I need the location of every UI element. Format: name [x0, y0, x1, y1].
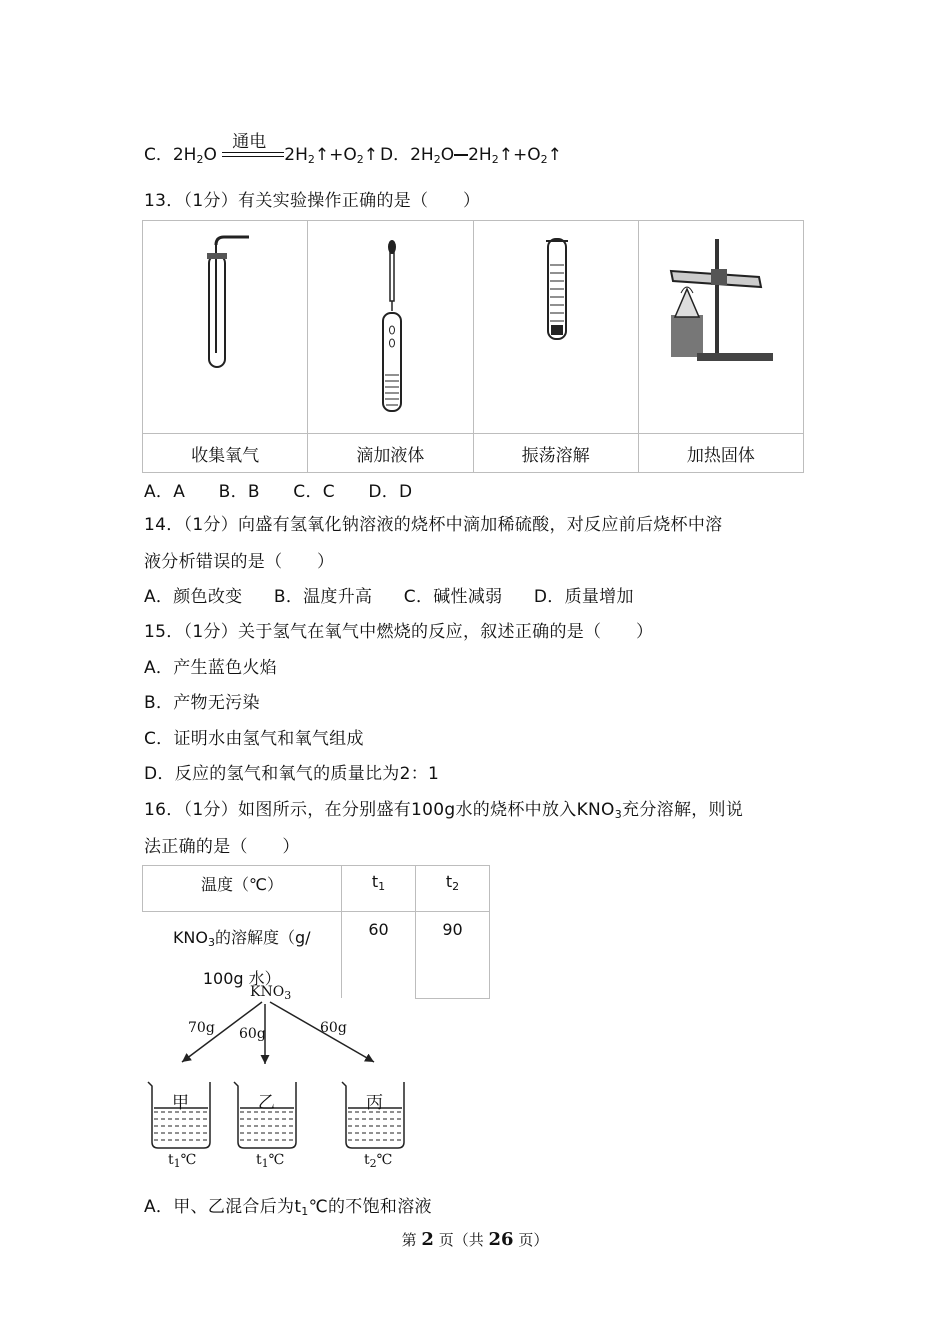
figure-mass-2: 60g	[239, 1026, 266, 1042]
shaking-test-tube-image	[473, 221, 638, 434]
q13-option-b[interactable]: B．B	[218, 482, 260, 502]
q15-option-d[interactable]: D．反应的氢气和氧气的质量比为2：1	[144, 764, 440, 784]
dropper-adding-liquid-image	[308, 221, 473, 434]
kno3-beaker-figure	[142, 982, 432, 1178]
beaker-label-jia: 甲	[172, 1093, 189, 1113]
page-number: 2	[421, 1229, 434, 1250]
apparatus-label-add-liquid: 滴加液体	[308, 434, 473, 473]
row-solubility-label: $KNO_3$的溶解度（g/ 100g 水）	[143, 912, 342, 999]
header-t2: $t_2$	[416, 866, 490, 912]
q13-option-d[interactable]: D．D	[368, 482, 413, 502]
figure-mass-1: 70g	[188, 1020, 215, 1036]
beaker-temp-3: $t_2℃$	[364, 1152, 393, 1170]
q13-stem: 13．（1分）有关实验操作正确的是（ ）	[144, 191, 481, 211]
beaker-temp-1: $t_1℃$	[168, 1152, 197, 1170]
q14-option-c[interactable]: C．碱性减弱	[403, 587, 503, 607]
electrolysis-condition: 通电	[232, 132, 267, 152]
apparatus-label-collect-oxygen: 收集氧气	[143, 434, 308, 473]
q13-option-a[interactable]: A．A	[144, 482, 186, 502]
beaker-temp-2: $t_1℃$	[256, 1152, 285, 1170]
figure-source-kno3: $KNO_3$	[250, 984, 292, 1002]
q13-options	[144, 477, 412, 502]
solubility-t2-value: 90	[416, 912, 490, 999]
beaker-label-yi: 乙	[258, 1093, 275, 1113]
q16-stem-line2: 法正确的是（ ）	[144, 837, 300, 857]
q14-options	[144, 582, 634, 607]
q15-option-c[interactable]: C．证明水由氢气和氧气组成	[144, 729, 364, 749]
beaker-label-bing: 丙	[366, 1093, 383, 1113]
figure-mass-3: 60g	[320, 1020, 347, 1036]
solubility-t1-value: 60	[342, 912, 416, 999]
header-t1: $t_1$	[342, 866, 416, 912]
q16-stem-line1: 16．（1分）如图所示，在分别盛有100g水的烧杯中放入$KNO_3$充分溶解，则说	[144, 800, 744, 821]
gas-collection-tube-image	[143, 221, 308, 434]
q12-option-d: D．$2H_2O$ $2H_2↑+O_2↑$	[380, 145, 562, 166]
total-pages: 26	[488, 1229, 514, 1250]
q16-option-a[interactable]: A．甲、乙混合后为$t_1℃$的不饱和溶液	[144, 1197, 432, 1218]
q15-option-a[interactable]: A．产生蓝色火焰	[144, 658, 278, 678]
solubility-table	[142, 865, 490, 999]
q14-stem-line2: 液分析错误的是（ ）	[144, 552, 335, 572]
q14-option-a[interactable]: A．颜色改变	[144, 587, 243, 607]
apparatus-label-shake-dissolve: 振荡溶解	[473, 434, 638, 473]
q12-option-c: C．$2H_2O$ 通电 $2H_2↑+O_2↑$	[144, 140, 378, 166]
q14-stem-line1: 14．（1分）向盛有氢氧化钠溶液的烧杯中滴加稀硫酸，对反应前后烧杯中溶	[144, 515, 723, 535]
q15-option-b[interactable]: B．产物无污染	[144, 693, 260, 713]
q13-option-c[interactable]: C．C	[293, 482, 335, 502]
heating-solid-apparatus-image	[638, 221, 803, 434]
q14-option-d[interactable]: D．质量增加	[533, 587, 634, 607]
q15-stem: 15．（1分）关于氢气在氧气中燃烧的反应，叙述正确的是（ ）	[144, 622, 654, 642]
q14-option-b[interactable]: B．温度升高	[273, 587, 373, 607]
page-footer: 第 2 页（共 26 页）	[401, 1229, 549, 1250]
q13-apparatus-table	[142, 220, 804, 473]
header-temperature: 温度（℃）	[143, 866, 342, 912]
apparatus-label-heat-solid: 加热固体	[638, 434, 803, 473]
